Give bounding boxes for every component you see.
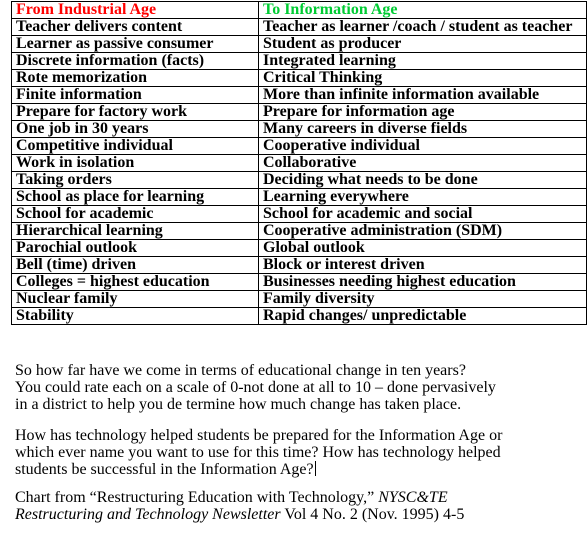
industrial-cell: Nuclear family: [12, 291, 259, 308]
industrial-cell: Learner as passive consumer: [12, 36, 259, 53]
industrial-cell: Stability: [12, 308, 259, 325]
table-row: [12, 19, 587, 36]
table-row: [12, 36, 587, 53]
industrial-cell: Hierarchical learning: [12, 223, 259, 240]
information-cell: Deciding what needs to be done: [259, 172, 587, 189]
citation-newsletter: Restructuring and Technology Newsletter: [15, 506, 281, 523]
information-cell: Many careers in diverse fields: [259, 121, 587, 138]
industrial-cell: Rote memorization: [12, 70, 259, 87]
comparison-table: [11, 1, 587, 325]
information-cell: Collaborative: [259, 155, 587, 172]
industrial-cell: Work in isolation: [12, 155, 259, 172]
information-cell: Block or interest driven: [259, 257, 587, 274]
industrial-cell: Taking orders: [12, 172, 259, 189]
table-row: [12, 240, 587, 257]
information-cell: Student as producer: [259, 36, 587, 53]
citation-line: [15, 506, 587, 523]
industrial-cell: School as place for learning: [12, 189, 259, 206]
industrial-cell: Discrete information (facts): [12, 53, 259, 70]
information-cell: Critical Thinking: [259, 70, 587, 87]
table-row: [12, 257, 587, 274]
question-paragraph-technology[interactable]: [15, 427, 587, 478]
table-row: [12, 53, 587, 70]
table-row: [12, 70, 587, 87]
table-row: [12, 104, 587, 121]
table-row: [12, 87, 587, 104]
table-row: [12, 172, 587, 189]
information-cell: Rapid changes/ unpredictable: [259, 308, 587, 325]
information-cell: More than infinite information available: [259, 87, 587, 104]
table-row: [12, 291, 587, 308]
table-row: [12, 274, 587, 291]
citation-volume: Vol 4 No. 2 (Nov. 1995) 4-5: [280, 506, 465, 523]
information-cell: Cooperative individual: [259, 138, 587, 155]
industrial-cell: Teacher delivers content: [12, 19, 259, 36]
information-cell: Global outlook: [259, 240, 587, 257]
industrial-cell: Colleges = highest education: [12, 274, 259, 291]
industrial-cell: Bell (time) driven: [12, 257, 259, 274]
text-line: students be successful in the Information Age?: [15, 461, 314, 478]
text-cursor: [315, 461, 316, 476]
header-industrial-age: From Industrial Age: [12, 2, 259, 19]
citation-paragraph: [15, 489, 587, 523]
table-row: [12, 155, 587, 172]
information-cell: School for academic and social: [259, 206, 587, 223]
table-row: [12, 189, 587, 206]
header-information-age: To Information Age: [259, 2, 587, 19]
citation-line: [15, 489, 587, 506]
text-line: How has technology helped students be prepared for the Information Age or: [15, 427, 503, 444]
text-line: So how far have we come in terms of educational change in ten years?: [15, 362, 466, 379]
information-cell: Cooperative administration (SDM): [259, 223, 587, 240]
information-cell: Prepare for information age: [259, 104, 587, 121]
table-row: [12, 223, 587, 240]
text-line: You could rate each on a scale of 0-not done at all to 10 – done pervasively: [15, 379, 496, 396]
citation-text: Chart from “Restructuring Education with Technology,”: [15, 489, 379, 506]
industrial-cell: Parochial outlook: [12, 240, 259, 257]
table-row: [12, 206, 587, 223]
industrial-cell: Finite information: [12, 87, 259, 104]
question-paragraph-change: [15, 362, 587, 413]
information-cell: Businesses needing highest education: [259, 274, 587, 291]
industrial-cell: Competitive individual: [12, 138, 259, 155]
table-row: [12, 308, 587, 325]
industrial-cell: School for academic: [12, 206, 259, 223]
text-line: which ever name you want to use for this time? How has technology helped: [15, 444, 501, 461]
text-line-with-cursor: [15, 461, 587, 478]
industrial-cell: Prepare for factory work: [12, 104, 259, 121]
information-cell: Family diversity: [259, 291, 587, 308]
table-body: [12, 19, 587, 325]
information-cell: Learning everywhere: [259, 189, 587, 206]
citation-publisher: NYSC&TE: [378, 489, 448, 506]
information-cell: Teacher as learner /coach / student as teacher: [259, 19, 587, 36]
text-line: in a district to help you de termine how much change has taken place.: [15, 396, 462, 413]
information-cell: Integrated learning: [259, 53, 587, 70]
table-row: [12, 138, 587, 155]
table-row: [12, 121, 587, 138]
table-header-row: [12, 2, 587, 19]
industrial-cell: One job in 30 years: [12, 121, 259, 138]
